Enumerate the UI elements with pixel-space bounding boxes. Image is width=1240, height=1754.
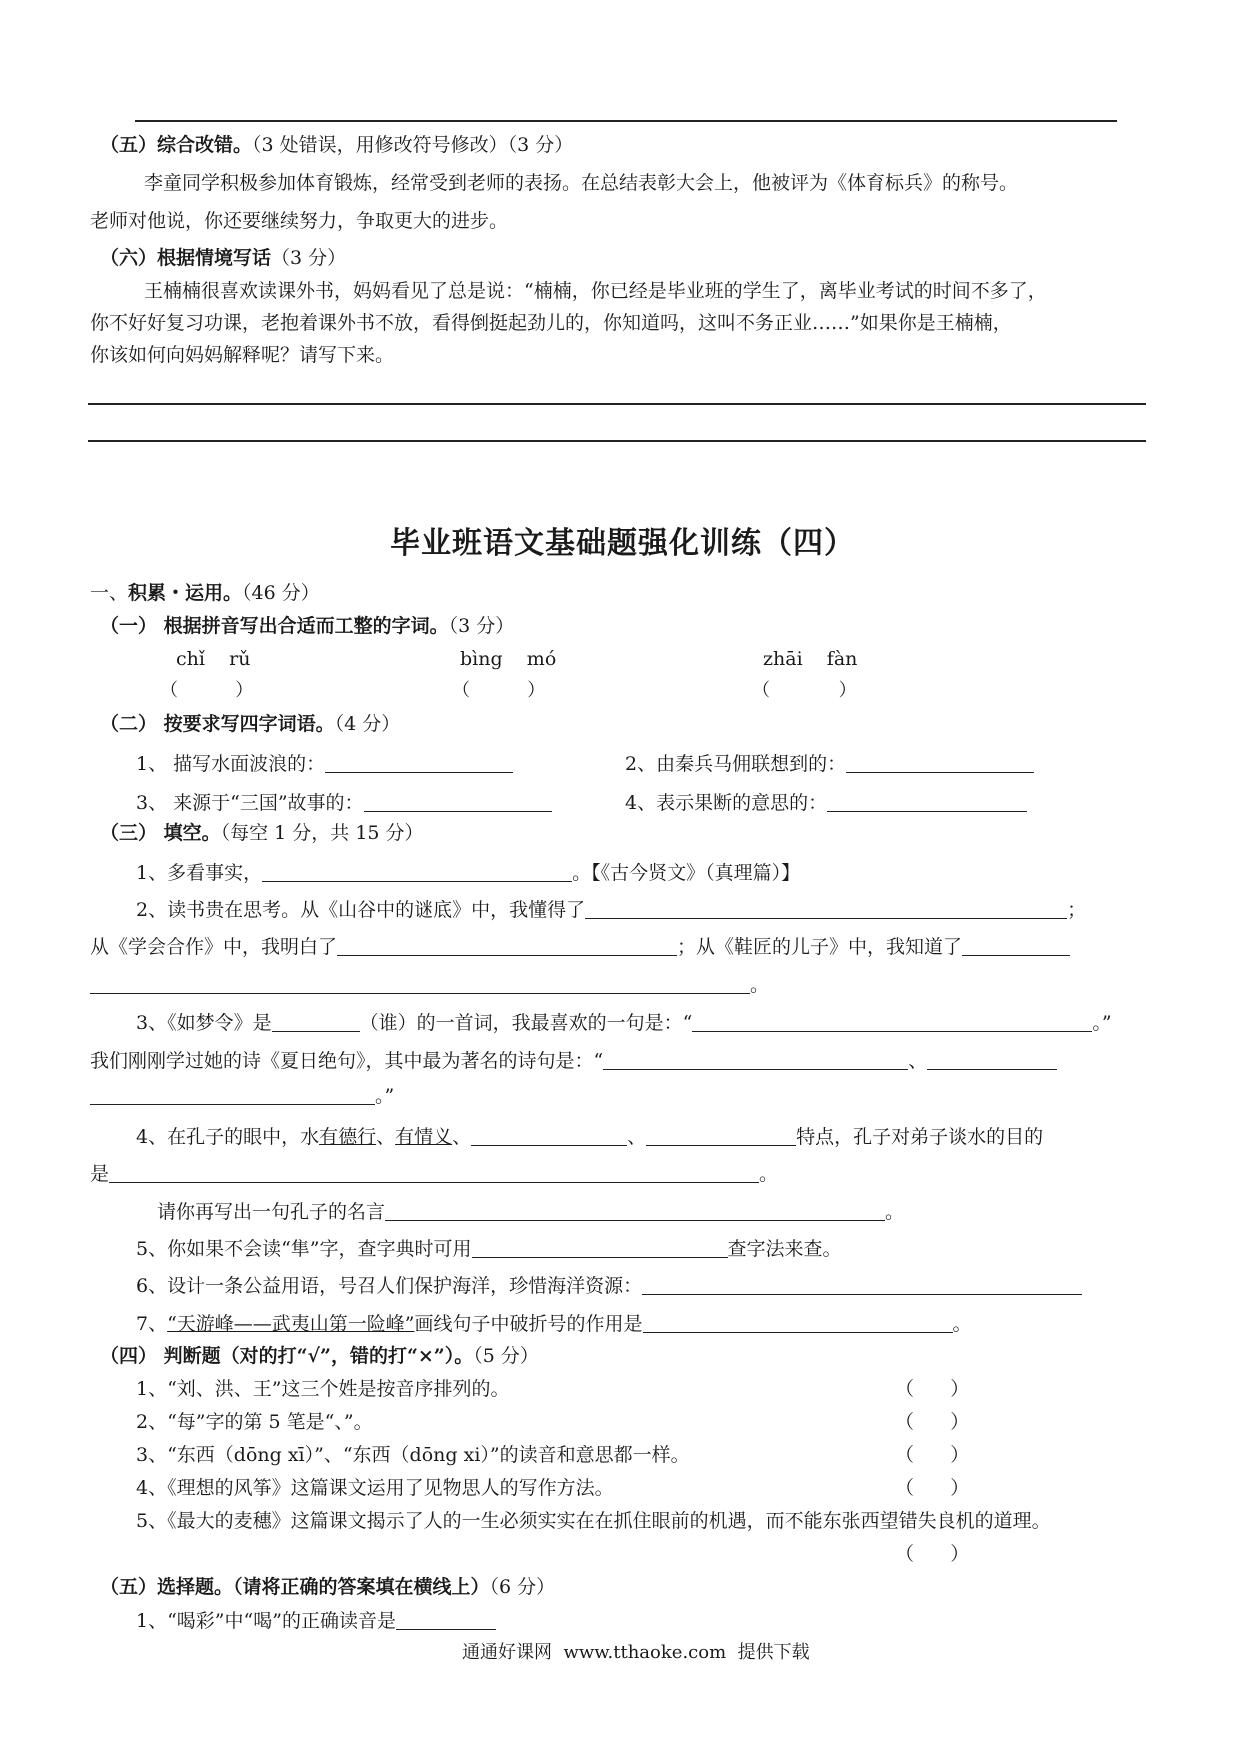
paragraph-line: 你不好好复习功课，老抱着课外书不放，看得倒挺起劲儿的，你知道吗，这叫不务正业……”如果你是王楠楠， — [90, 312, 1012, 334]
item-text: 1、多看事实， — [136, 862, 263, 884]
q3-item-3 — [136, 1012, 1112, 1035]
part-number: 一、 — [90, 582, 129, 604]
item-text: 、 — [908, 1050, 928, 1072]
answer-blank[interactable] — [603, 1051, 908, 1070]
answer-blank[interactable] — [692, 1013, 1092, 1032]
item-text: 画线句子中破折号的作用是 — [414, 1313, 643, 1335]
item-text: 、 — [376, 1126, 396, 1148]
answer-blank[interactable] — [472, 1239, 728, 1258]
item-text: 。 — [750, 974, 770, 996]
q3-item-4-cont — [90, 1163, 778, 1186]
answer-blank[interactable] — [471, 1127, 627, 1146]
answer-bracket[interactable]: （ ） — [452, 680, 546, 701]
item-text: 查字法来查。 — [727, 1238, 842, 1260]
item-text: ；从《鞋匠的儿子》中，我知道了 — [677, 936, 963, 958]
q3-item-3-cont — [90, 1050, 1057, 1073]
judge-item: 2、“每”字的第 5 笔是“、”。 — [136, 1411, 373, 1433]
q2-item — [625, 753, 1034, 776]
answer-blank[interactable] — [337, 937, 677, 956]
item-label: 3、 来源于“三国”故事的： — [136, 792, 364, 814]
q2-item — [625, 792, 1027, 815]
question-score: （5 分） — [473, 1345, 539, 1367]
page-title: 毕业班语文基础题强化训练（四） — [390, 526, 855, 561]
answer-blank[interactable] — [262, 863, 572, 882]
q2-item — [136, 792, 552, 815]
answer-blank[interactable] — [642, 1276, 1082, 1295]
answer-bracket[interactable]: （ ） — [160, 680, 254, 701]
answer-blank[interactable] — [927, 1051, 1057, 1070]
item-text: 3、《如梦令》是 — [136, 1012, 272, 1034]
paragraph-line: 老师对他说，你还要继续努力，争取更大的进步。 — [90, 210, 509, 232]
question-title: （五）选择题。（请将正确的答案填在横线上） — [100, 1576, 490, 1598]
item-text: 特点，孔子对弟子谈水的目的 — [796, 1126, 1044, 1148]
section-5-heading-line — [100, 134, 573, 157]
answer-blank[interactable] — [90, 1086, 375, 1105]
question-title: （三） 填空。 — [100, 822, 221, 844]
judge-item: 3、“东西（dōng xī）”、“东西（dōng xi）”的读音和意思都一样。 — [136, 1444, 690, 1466]
question-title: （一） 根据拼音写出合适而工整的字词。 — [100, 615, 449, 637]
part-score: （46 分） — [242, 582, 320, 604]
pinyin-1: chǐ rǔ — [176, 648, 251, 670]
answer-blank[interactable] — [962, 937, 1070, 956]
item-text: 5、你如果不会读“隼”字，查字典时可用 — [136, 1238, 472, 1260]
paragraph-line: 王楠楠很喜欢读课外书，妈妈看见了总是说：“楠楠，你已经是毕业班的学生了，离毕业考试的时间不多了， — [144, 280, 1047, 302]
question-score: （4 分） — [334, 713, 401, 735]
part-title: 积累・运用。 — [128, 582, 243, 604]
answer-blank[interactable] — [385, 1202, 885, 1221]
item-text: （谁）的一首词，我最喜欢的一句是：“ — [359, 1012, 693, 1034]
item-text: 。” — [1092, 1012, 1112, 1034]
item-text: 从《学会合作》中，我明白了 — [90, 936, 338, 958]
item-text: 6、设计一条公益用语，号召人们保护海洋，珍惜海洋资源： — [136, 1275, 643, 1297]
q3-item-4 — [136, 1126, 1043, 1149]
paragraph-line: 李童同学积极参加体育锻炼，经常受到老师的表扬。在总结表彰大会上，他被评为《体育标兵》的称号。 — [144, 172, 1019, 194]
item-text: ； — [1067, 899, 1087, 921]
item-text: 、 — [627, 1126, 647, 1148]
item-text: 1、“喝彩”中“喝”的正确读音是 — [136, 1610, 396, 1632]
item-label: 4、表示果断的意思的： — [625, 792, 828, 814]
section-6-heading-line — [100, 247, 346, 270]
answer-blank[interactable] — [364, 793, 552, 812]
answer-line — [88, 403, 1146, 405]
q3-item-3-cont — [90, 1085, 394, 1108]
answer-bracket[interactable]: （ ） — [752, 680, 857, 701]
item-text: 2、读书贵在思考。从《山谷中的谜底》中，我懂得了 — [136, 899, 586, 921]
item-text: 是 — [90, 1163, 110, 1185]
section-note: （3 处错误，用修改符号修改）（3 分） — [252, 134, 574, 156]
answer-line — [135, 120, 1117, 122]
answer-blank[interactable] — [396, 1611, 496, 1630]
question-title: （二） 按要求写四字词语。 — [100, 713, 335, 735]
question-heading — [100, 1345, 539, 1368]
section-note: （3 分） — [271, 247, 347, 269]
item-text: 。 — [885, 1201, 905, 1223]
item-label: 2、由秦兵马佣联想到的： — [625, 753, 847, 775]
q3-item-2-cont — [90, 974, 769, 997]
question-heading — [100, 713, 400, 736]
answer-blank[interactable] — [827, 793, 1027, 812]
item-text: 我们刚刚学过她的诗《夏日绝句》，其中最为著名的诗句是：“ — [90, 1050, 604, 1072]
judge-item: 1、“刘、洪、王”这三个姓是按音序排列的。 — [136, 1378, 510, 1400]
judge-bracket[interactable]: （ ） — [895, 1477, 970, 1499]
pinyin-3: zhāi fàn — [763, 648, 858, 670]
choice-item — [136, 1610, 496, 1633]
answer-blank[interactable] — [272, 1013, 360, 1032]
answer-blank[interactable] — [325, 754, 513, 773]
answer-blank[interactable] — [585, 900, 1067, 919]
judge-bracket[interactable]: （ ） — [895, 1378, 970, 1400]
answer-blank[interactable] — [90, 975, 750, 994]
q3-item-2 — [136, 899, 1086, 922]
judge-bracket[interactable]: （ ） — [895, 1444, 970, 1466]
q3-item-1 — [136, 862, 800, 885]
paragraph-line: 你该如何向妈妈解释呢？请写下来。 — [90, 344, 395, 366]
item-text: 、 — [452, 1126, 472, 1148]
answer-blank[interactable] — [109, 1164, 759, 1183]
question-heading — [100, 1576, 555, 1599]
answer-blank[interactable] — [646, 1127, 796, 1146]
question-heading — [100, 615, 514, 638]
q3-item-2-cont — [90, 936, 1070, 959]
item-text: 。 — [759, 1163, 779, 1185]
item-text: 。” — [375, 1085, 395, 1107]
item-text: 。 — [952, 1313, 972, 1335]
answer-line — [88, 440, 1146, 442]
item-text: 7、 — [136, 1313, 168, 1335]
section-heading: （五）综合改错。 — [100, 134, 253, 156]
q3-item-4-cont — [157, 1201, 904, 1224]
question-heading — [100, 822, 424, 845]
q3-item-6 — [136, 1275, 1082, 1298]
q3-item-5 — [136, 1238, 842, 1261]
underlined-sentence: “天游峰——武夷山第一险峰” — [167, 1313, 415, 1335]
item-text: 4、在孔子的眼中，水 — [136, 1126, 320, 1148]
question-score: （每空 1 分，共 15 分） — [220, 822, 424, 844]
judge-item: 4、《理想的风筝》这篇课文运用了见物思人的写作方法。 — [136, 1477, 614, 1499]
item-text: 。【《古今贤文》（真理篇）】 — [572, 862, 801, 884]
underlined-text: 有德行 — [319, 1126, 377, 1148]
question-title: （四） 判断题（对的打“√”，错的打“×”）。 — [100, 1345, 474, 1367]
judge-item: 5、《最大的麦穗》这篇课文揭示了人的一生必须实实在在抓住眼前的机遇，而不能东张西望错失良机的道理。 — [136, 1510, 1051, 1532]
item-text: 请你再写出一句孔子的名言 — [157, 1201, 386, 1223]
answer-blank[interactable] — [846, 754, 1034, 773]
page-footer: 通通好课网 www.tthaoke.com 提供下载 — [462, 1642, 810, 1663]
question-score: （3 分） — [448, 615, 515, 637]
q2-item — [136, 753, 513, 776]
answer-blank[interactable] — [643, 1314, 953, 1333]
question-score: （6 分） — [489, 1576, 556, 1598]
underlined-text: 有情义 — [395, 1126, 453, 1148]
pinyin-2: bìng mó — [460, 648, 557, 670]
part-heading — [90, 582, 320, 605]
judge-bracket[interactable]: （ ） — [895, 1543, 970, 1565]
section-heading: （六）根据情境写话 — [100, 247, 272, 269]
item-label: 1、 描写水面波浪的： — [136, 753, 326, 775]
q3-item-7 — [136, 1313, 972, 1336]
judge-bracket[interactable]: （ ） — [895, 1411, 970, 1433]
